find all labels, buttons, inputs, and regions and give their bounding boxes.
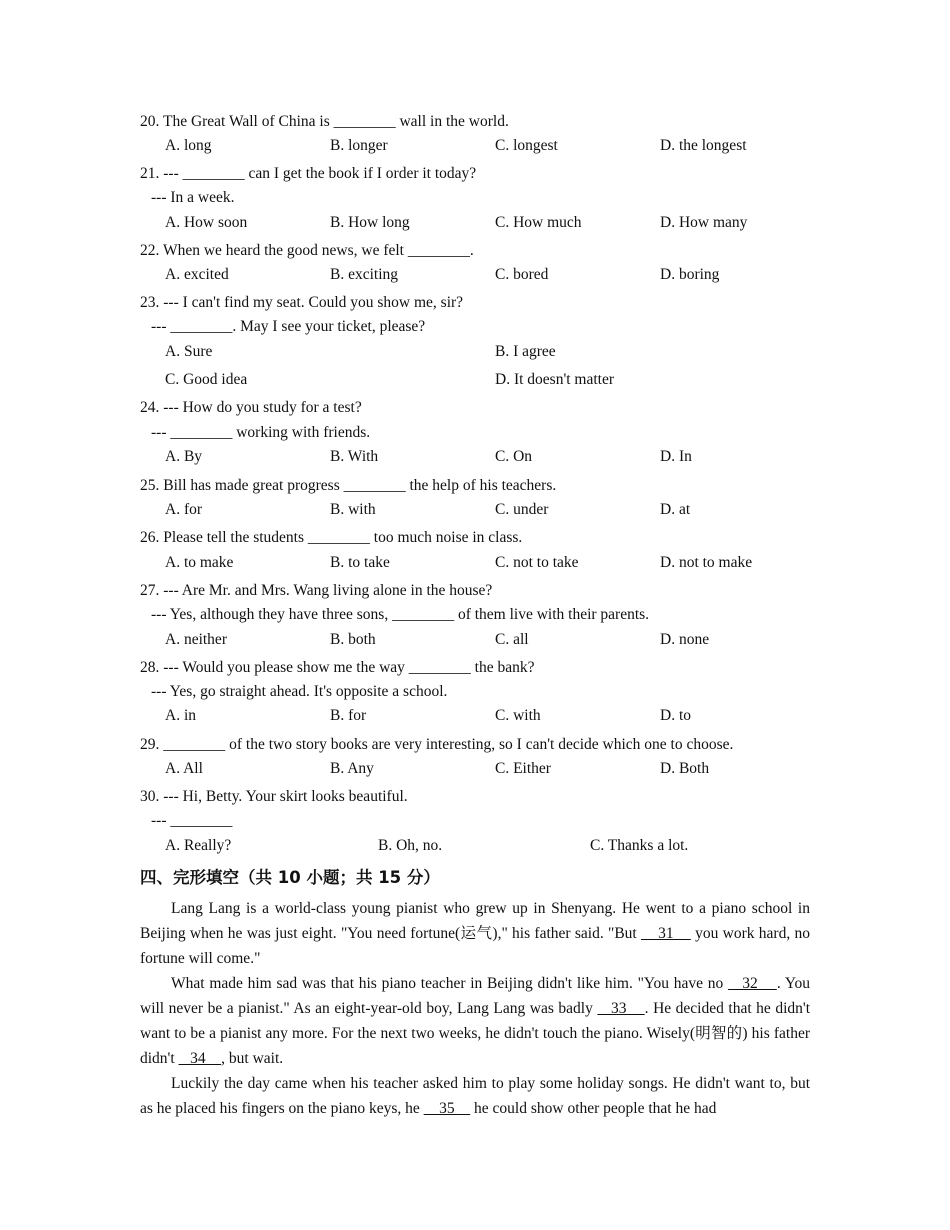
q25-option-a: A. for [165, 501, 203, 518]
q21-option-c: C. How much [495, 214, 582, 231]
question-25-stem: 25. Bill has made great progress ________ the help of his teachers. [140, 477, 557, 494]
q20-option-c: C. longest [495, 137, 558, 154]
question-28-stem: 28. --- Would you please show me the way ________ the bank? [140, 659, 535, 676]
q28-option-c: C. with [495, 707, 541, 724]
q28-option-a: A. in [165, 707, 196, 724]
question-21-stem: 21. --- ________ can I get the book if I order it today? [140, 165, 477, 182]
passage-text: Lang Lang is a world-class young pianist who grew up in Shenyang. He went to a piano school in Beijing when he was just eight. "You need fortune(运气)," his father said. "But [140, 900, 810, 942]
q23-option-d: D. It doesn't matter [495, 371, 615, 388]
passage-paragraph-2 [140, 971, 810, 1071]
q21-option-b: B. How long [330, 214, 410, 231]
q30-option-a: A. Really? [165, 837, 232, 854]
section-heading-cloze: 四、完形填空（共 10 小题；共 15 分） [140, 868, 440, 887]
q22-option-b: B. exciting [330, 266, 399, 283]
passage-text: Luckily the day came when his teacher asked him to play some holiday songs. He didn't want to, but as he placed his fingers on the piano keys, he [140, 1075, 810, 1117]
question-22-stem: 22. When we heard the good news, we felt ________. [140, 242, 474, 259]
q24-option-a: A. By [165, 448, 203, 465]
q20-option-b: B. longer [330, 137, 388, 154]
q22-option-a: A. excited [165, 266, 229, 283]
q27-option-b: B. both [330, 631, 376, 648]
q26-option-b: B. to take [330, 554, 390, 571]
q26-option-d: D. not to make [660, 554, 753, 571]
q26-option-a: A. to make [165, 554, 234, 571]
question-27-reply: --- Yes, although they have three sons, ________ of them live with their parents. [151, 606, 650, 623]
q23-option-a: A. Sure [165, 343, 213, 360]
q29-option-c: C. Either [495, 760, 551, 777]
question-30-stem: 30. --- Hi, Betty. Your skirt looks beautiful. [140, 788, 408, 805]
question-24-stem: 24. --- How do you study for a test? [140, 399, 362, 416]
blank-32: 32 [728, 975, 777, 992]
q28-option-d: D. to [660, 707, 691, 724]
blank-31: 31 [641, 925, 691, 942]
question-26-stem: 26. Please tell the students ________ too much noise in class. [140, 529, 523, 546]
q23-option-c: C. Good idea [165, 371, 248, 388]
passage-paragraph-1 [140, 896, 810, 971]
passage-text: , but wait. [221, 1050, 284, 1067]
q21-option-d: D. How many [660, 214, 748, 231]
blank-33: 33 [597, 1000, 645, 1017]
question-20-stem: 20. The Great Wall of China is ________ wall in the world. [140, 113, 509, 130]
q24-option-c: C. On [495, 448, 533, 465]
passage-text: . He decided that he didn't want to be a pianist any more. For the next two weeks, he didn't touch the piano. Wisely(明智的) his father didn't [140, 1000, 811, 1067]
q20-option-a: A. long [165, 137, 212, 154]
question-30-reply: --- ________ [151, 812, 233, 829]
question-21-reply: --- In a week. [151, 189, 235, 206]
q22-option-c: C. bored [495, 266, 549, 283]
passage-text: . You will never be a pianist." As an eight-year-old boy, Lang Lang was badly [140, 975, 811, 1017]
q30-option-b: B. Oh, no. [378, 837, 443, 854]
cloze-passage [140, 896, 810, 1121]
question-28-reply: --- Yes, go straight ahead. It's opposite a school. [151, 683, 448, 700]
q29-option-d: D. Both [660, 760, 710, 777]
passage-paragraph-3 [140, 1071, 810, 1121]
q23-option-b: B. I agree [495, 343, 556, 360]
q24-option-b: B. With [330, 448, 379, 465]
question-29-stem: 29. ________ of the two story books are very interesting, so I can't decide which one to choose. [140, 736, 734, 753]
q28-option-b: B. for [330, 707, 367, 724]
q27-option-d: D. none [660, 631, 710, 648]
question-27-stem: 27. --- Are Mr. and Mrs. Wang living alone in the house? [140, 582, 493, 599]
question-24-reply: --- ________ working with friends. [151, 424, 371, 441]
q21-option-a: A. How soon [165, 214, 248, 231]
q30-option-c: C. Thanks a lot. [590, 837, 689, 854]
q25-option-b: B. with [330, 501, 376, 518]
passage-text: What made him sad was that his piano teacher in Beijing didn't like him. "You have no [171, 975, 729, 992]
q24-option-d: D. In [660, 448, 692, 465]
question-23-stem: 23. --- I can't find my seat. Could you show me, sir? [140, 294, 464, 311]
question-23-reply: --- ________. May I see your ticket, please? [151, 318, 426, 335]
passage-text: you work hard, no fortune will come." [140, 925, 811, 967]
q27-option-c: C. all [495, 631, 529, 648]
passage-text: he could show other people that he had [470, 1100, 717, 1117]
blank-35: 35 [423, 1100, 471, 1117]
q26-option-c: C. not to take [495, 554, 579, 571]
q25-option-d: D. at [660, 501, 691, 518]
q25-option-c: C. under [495, 501, 549, 518]
blank-34: 34 [178, 1050, 222, 1067]
q20-option-d: D. the longest [660, 137, 747, 154]
q29-option-b: B. Any [330, 760, 374, 777]
q29-option-a: A. All [165, 760, 203, 777]
q22-option-d: D. boring [660, 266, 720, 283]
q27-option-a: A. neither [165, 631, 227, 648]
